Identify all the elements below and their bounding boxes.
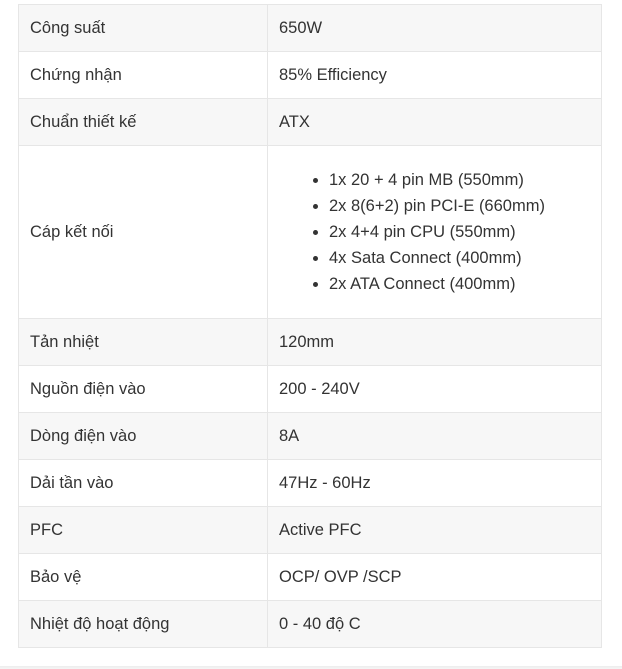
table-row (19, 460, 602, 507)
table-row (19, 319, 602, 366)
spec-value: 47Hz - 60Hz (268, 460, 602, 507)
list-item: • 2x 8(6+2) pin PCI-E (660mm) (329, 193, 590, 219)
list-item: • 2x ATA Connect (400mm) (329, 271, 590, 297)
table-row (19, 99, 602, 146)
spec-table (18, 4, 602, 648)
spec-value: 8A (268, 413, 602, 460)
cable-list (279, 167, 590, 297)
spec-label: Dòng điện vào (19, 413, 268, 460)
table-row (19, 507, 602, 554)
table-row (19, 554, 602, 601)
spec-value: 650W (268, 5, 602, 52)
table-row (19, 146, 602, 319)
spec-label: Chứng nhận (19, 52, 268, 99)
spec-label: PFC (19, 507, 268, 554)
spec-value: Active PFC (268, 507, 602, 554)
spec-label: Công suất (19, 5, 268, 52)
table-row (19, 5, 602, 52)
list-item: • 1x 20 + 4 pin MB (550mm) (329, 167, 590, 193)
spec-label: Dải tần vào (19, 460, 268, 507)
table-row (19, 601, 602, 648)
spec-value: 120mm (268, 319, 602, 366)
spec-value: ATX (268, 99, 602, 146)
spec-value-list-cell (268, 146, 602, 319)
spec-label: Bảo vệ (19, 554, 268, 601)
spec-label: Nguồn điện vào (19, 366, 268, 413)
list-item: • 4x Sata Connect (400mm) (329, 245, 590, 271)
spec-value: 200 - 240V (268, 366, 602, 413)
spec-label: Cáp kết nối (19, 146, 268, 319)
table-row (19, 366, 602, 413)
table-row (19, 52, 602, 99)
table-row (19, 413, 602, 460)
spec-label: Chuẩn thiết kế (19, 99, 268, 146)
spec-value: 0 - 40 độ C (268, 601, 602, 648)
list-item: • 2x 4+4 pin CPU (550mm) (329, 219, 590, 245)
spec-label: Tản nhiệt (19, 319, 268, 366)
spec-label: Nhiệt độ hoạt động (19, 601, 268, 648)
spec-value: 85% Efficiency (268, 52, 602, 99)
spec-value: OCP/ OVP /SCP (268, 554, 602, 601)
